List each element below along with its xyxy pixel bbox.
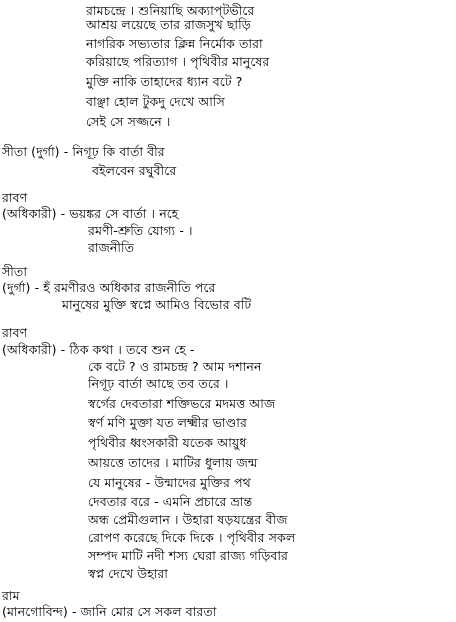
text-line: কে বটে ? ও রামচন্দ্র ? আম দশানন xyxy=(88,359,262,374)
text-line: স্বর্গের দেবতারা শক্তিভরে মদমত্ত আজ xyxy=(88,396,276,411)
text-line: স্বর্ণ মণি মুক্তা যত লক্ষ্মীর ভাণ্ডার xyxy=(88,415,247,430)
text-line: স্বপ্ন দেখে উহারা xyxy=(88,566,168,581)
text-line: মুক্তি নাকি তাহাদের ধ্যান বটে ? xyxy=(86,74,243,89)
text-line: পৃথিবীর ধ্বংসকারী যতেক আয়ুধ xyxy=(88,435,247,450)
speaker-name: রাবণ xyxy=(2,325,28,340)
text-line: নাগরিক সভ্যতার ক্লিন্ন নির্মোক তারা xyxy=(86,36,263,51)
dialogue-line: (দুর্গা) - হঁ রমণীরও অধিকার রাজনীতি পরে xyxy=(2,280,216,295)
text-line: রাজনীতি xyxy=(88,240,135,255)
dialogue-line: (অধিকারী) - ঠিক কথা । তবে শুন হে - xyxy=(2,342,195,357)
text-line: রামচন্দ্রে । শুনিয়াছি অক্যাপ্‌টভীরে xyxy=(86,3,255,18)
text-line: আয়ত্তে তাদের । মাটির ধুলায় জন্ম xyxy=(88,455,258,470)
dialogue-line: সীতা (দুর্গা) - নিগূঢ় কি বার্তা বীর xyxy=(2,144,165,159)
text-line: অন্ধ প্রেমীগুলান । উহারা ষড়যন্ত্রের বীজ xyxy=(88,512,288,527)
text-line: আশ্রয় লয়েছে তার রাজসুখ ছাড়ি xyxy=(86,17,251,32)
dialogue-line: (মানগোবিন্দ) - জানি মোর সে সকল বারতা xyxy=(2,604,217,619)
speaker-name: রাবণ xyxy=(2,190,28,205)
text-line: রমণী-শ্রুতি যোগ্য - । xyxy=(88,223,193,238)
speaker-name: সীতা xyxy=(2,264,28,279)
text-line: সম্পদ মাটি নদী শস্য ঘেরা রাজ্য গড়িবার xyxy=(88,548,289,563)
text-line: নিগূঢ় বার্তা আছে তব তরে । xyxy=(88,376,229,391)
dialogue-line: (অধিকারী) - ভয়ঙ্কর সে বার্তা । নহে xyxy=(2,206,179,221)
text-line: বইলবেন রঘুবীরে xyxy=(92,163,177,178)
text-line: যে মানুষের - উন্মাদের মুক্তির পথ xyxy=(88,475,251,490)
text-line: বাঞ্ছা হোল টুকদু দেখে আসি xyxy=(86,94,225,109)
text-line: দেবতার বরে - এমনি প্রচারে ভ্রান্ত xyxy=(88,494,253,509)
text-line: সেই সে সজ্জনে । xyxy=(86,114,171,129)
speaker-name: রাম xyxy=(2,588,20,603)
text-line: রোপণ করেছে দিকে দিকে । পৃথিবীর সকল xyxy=(88,530,296,545)
text-line: মানুষের মুক্তি স্বপ্নে আমিও বিভোর বটি xyxy=(62,297,252,312)
text-line: করিয়াছে পরিত্যাগ । পৃথিবীর মানুষের xyxy=(86,54,270,69)
